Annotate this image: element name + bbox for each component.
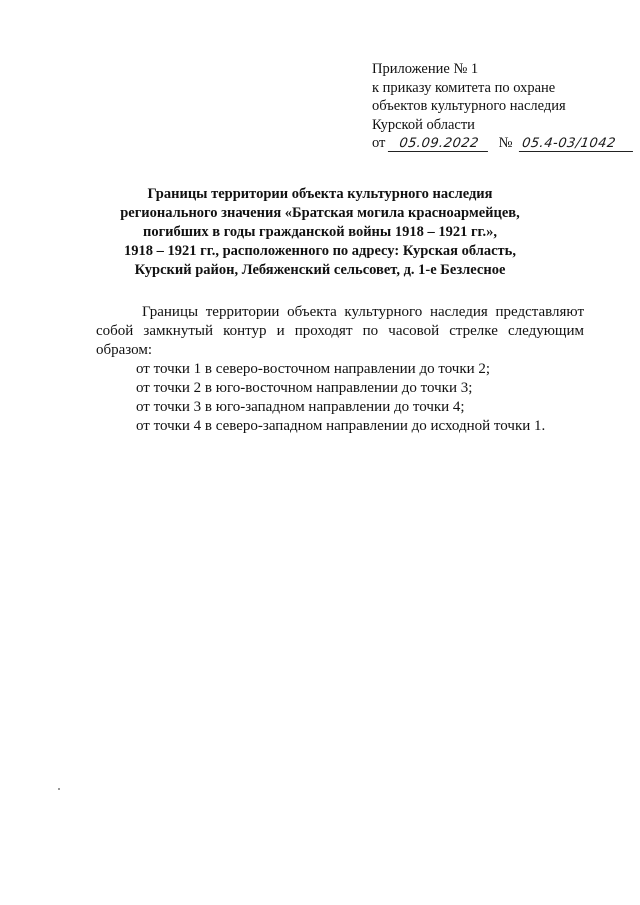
title-line-4: 1918 – 1921 гг., расположенного по адресу: Курская область, [124, 243, 516, 259]
title-line-5: Курский район, Лебяженский сельсовет, д. 1-е Безлесное [134, 262, 506, 278]
handwritten-order-number: 05.4-03/1042 [519, 136, 635, 152]
scan-speck [58, 788, 60, 790]
appendix-committee: объектов культурного наследия [372, 98, 566, 114]
boundary-segment-1: от точки 1 в северо-восточном направлении до точки 2; [136, 361, 491, 377]
handwritten-date: 05.09.2022 [388, 136, 490, 152]
document-body [96, 303, 584, 436]
boundary-segment-3: от точки 3 в юго-западном направлении до точки 4; [136, 399, 465, 415]
title-line-1: Границы территории объекта культурного наследия [147, 186, 493, 202]
from-label: от [372, 135, 386, 151]
appendix-number: Приложение № 1 [372, 61, 479, 77]
appendix-region: Курской области [372, 116, 475, 133]
appendix-order-ref: к приказу комитета по охране [372, 79, 556, 96]
document-title [90, 185, 550, 280]
title-line-3: погибших в годы гражданской войны 1918 – 1921 гг.», [142, 224, 498, 240]
order-date-number-row [372, 134, 622, 153]
number-label: № [498, 135, 513, 151]
intro-paragraph: Границы территории объекта культурного наследия представляют собой замкнутый контур и проходят по часовой стрелке следующим образом: [96, 304, 584, 358]
boundary-segment-4: от точки 4 в северо-западном направлении до исходной точки 1. [136, 418, 546, 434]
boundary-segment-2: от точки 2 в юго-восточном направлении до точки 3; [136, 380, 473, 396]
appendix-header [372, 60, 622, 153]
title-line-2: регионального значения «Братская могила красноармейцев, [120, 205, 520, 221]
